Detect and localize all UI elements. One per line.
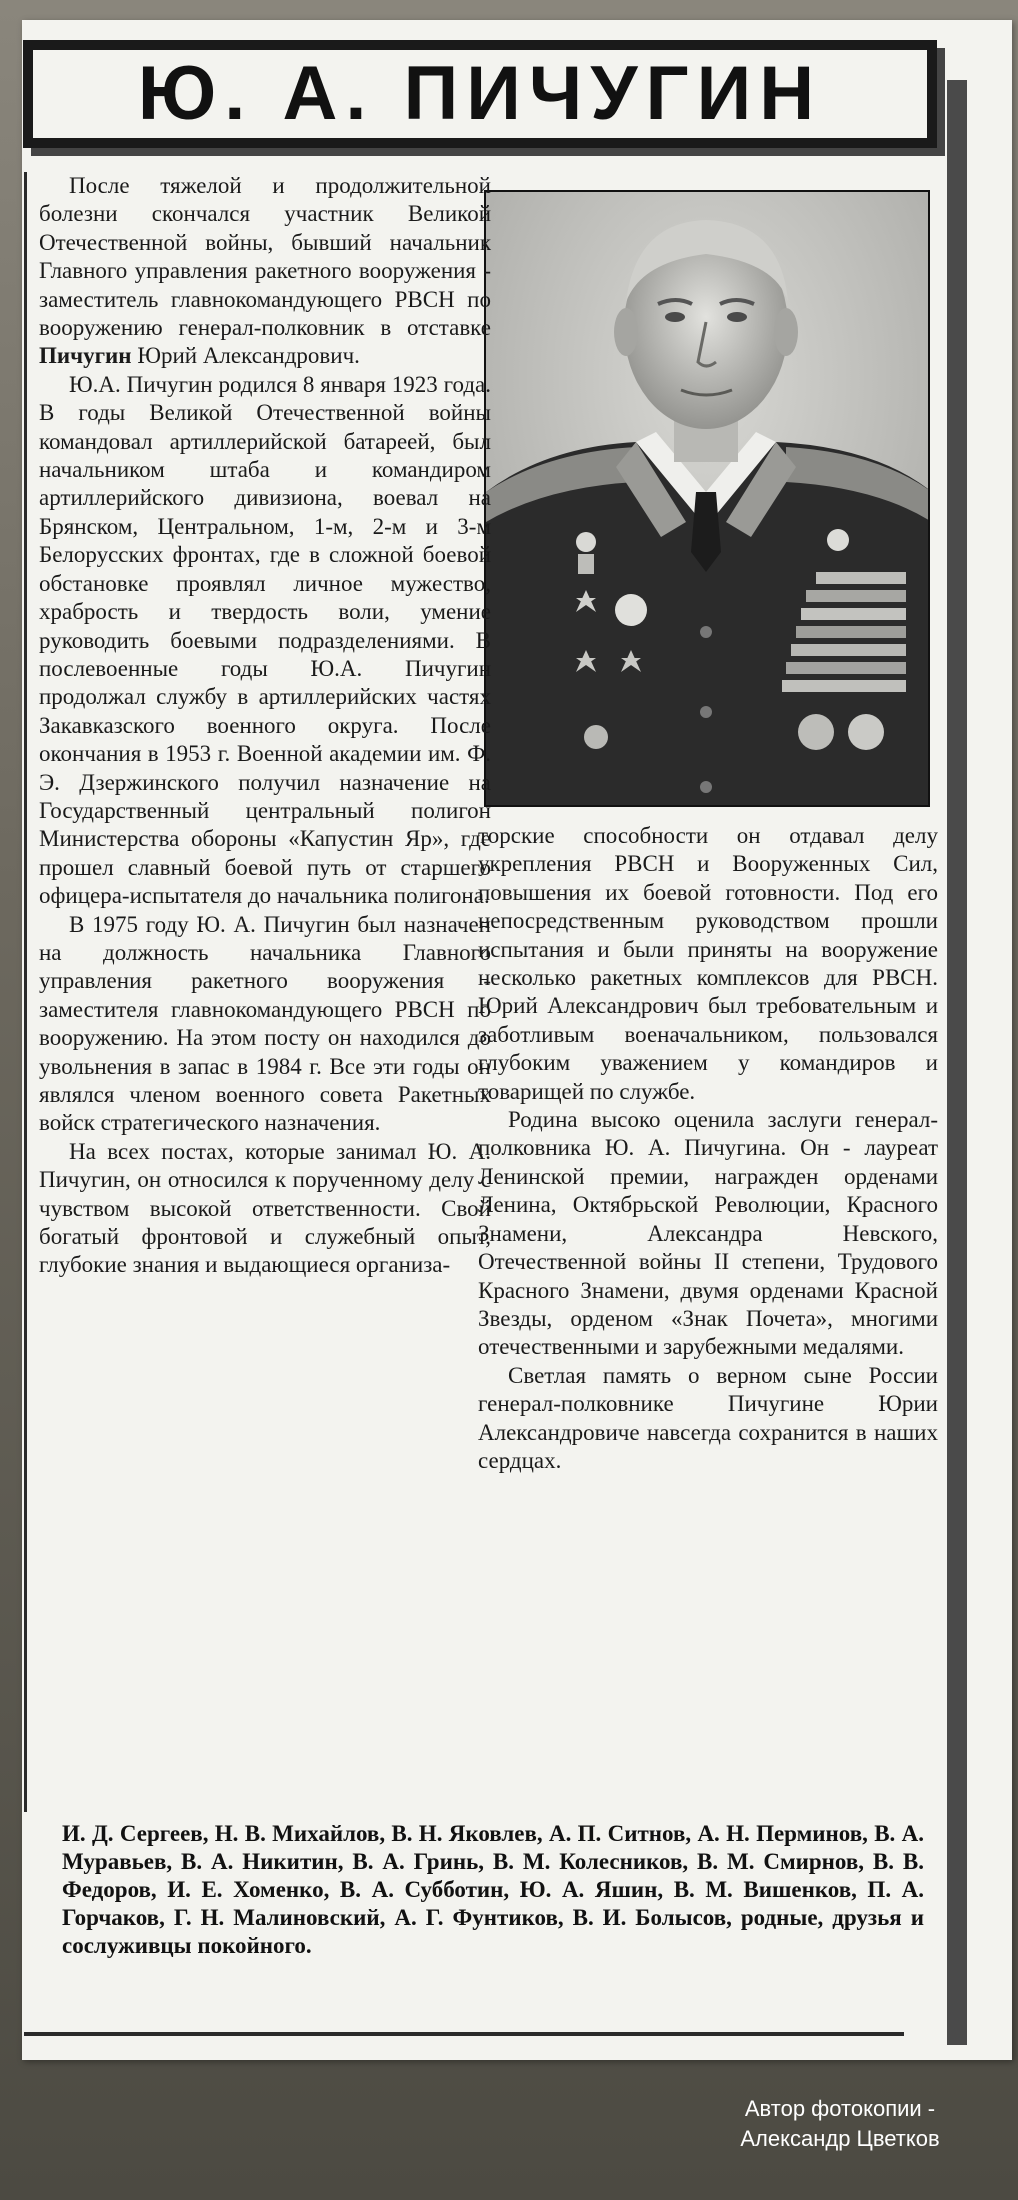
credit-line-1: Автор фотокопии - (744, 2096, 936, 2121)
headline-box (23, 40, 937, 148)
left-column (24, 172, 497, 1812)
intro-text: После тяжелой и продолжительной болезни скончался участник Великой Отечественной войны, бывший начальник Главного управления ракетного вооружения - заместитель главнокомандующего РВСН по вооружению генерал-полковник в отставке (39, 173, 491, 341)
awards-paragraph: Родина высоко оценила заслуги генерал-полковника Ю. А. Пичугина. Он - лауреат Ленинской премии, награжден орденами Ленина, Октябрьской Революции, Красного Знамени, Александра Невского, Отечественной войны II степени, Трудового Красного Знамени, двумя орденами Красной Звезды, орденом «Знак Почета», многими отечественными и зарубежными медалями. (478, 1107, 938, 1360)
portrait-illustration (486, 192, 930, 807)
intro-name: Юрий Александрович. (137, 343, 360, 369)
headline: Ю. А. ПИЧУГИН (137, 51, 823, 136)
continuation-paragraph: торские способности он отдавал делу укрепления РВСН и Вооруженных Сил, повышения их боевой готовности. Под его непосредственным руководством прошли испытания и были приняты на вооружение несколько ракетных комплексов для РВСН. Юрий Александрович был требовательным и заботливым военачальником, пользовался глубоким уважением у командиров и товарищей по службе. (478, 823, 938, 1104)
left-column-text (39, 172, 491, 1280)
obituary-intro (39, 172, 491, 371)
memorial-paragraph: Светлая память о верном сыне России генерал-полковнике Пичугине Юрии Александровиче навсегда сохранится в наших сердцах. (478, 1362, 938, 1473)
column-rule-right (947, 80, 967, 2045)
surname-bold: Пичугин (39, 343, 132, 369)
photocopy-credit (690, 2094, 990, 2154)
signatories-list: И. Д. Сергеев, Н. В. Михайлов, В. Н. Яковлев, А. П. Ситнов, А. Н. Перминов, В. А. Муравьев, В. А. Никитин, В. А. Гринь, В. М. Колесников, В. М. Смирнов, В. В. Федоров, И. Е. Хоменко, В. А. Субботин, Ю. А. Яшин, В. М. Вишенков, П. А. Горчаков, Г. Н. Малиновский, А. Г. Фунтиков, В. И. Болысов, родные, друзья и сослуживцы покойного. (62, 1821, 924, 1958)
right-column-text (478, 822, 938, 1802)
appointment-paragraph: В 1975 году Ю. А. Пичугин был назначен на должность начальника Главного управления ракетного вооружения - заместителя главнокомандующего РВСН по вооружению. На этом посту он находился до увольнения в запас в 1984 г. Все эти годы он являлся членом военного совета Ракетных войск стратегического назначения. (39, 911, 491, 1136)
biography-paragraph: Ю.А. Пичугин родился 8 января 1923 года. В годы Великой Отечественной войны командовал артиллерийской батареей, был начальником штаба и командиром артиллерийского дивизиона, воевал на Брянском, Центральном, 1-м, 2-м и 3-м Белорусских фронтах, где в сложной боевой обстановке проявлял личное мужество, храбрость и твердость воли, умение руководить боевыми подразделениями. В послевоенные годы Ю.А. Пичугин продолжал службу в артиллерийских частях Закавказского военного округа. После окончания в 1953 г. Военной академии им. Ф. Э. Дзержинского получил назначение на Государственный центральный полигон Министерства обороны «Капустин Яр», где прошел славный боевой путь от старшего офицера-испытателя до начальника полигона. (39, 371, 491, 909)
credit-line-2: Александр Цветков (740, 2126, 940, 2151)
service-paragraph: На всех постах, которые занимал Ю. А. Пичугин, он относился к порученному делу с чувством высокой ответственности. Свой богатый фронтовой и служебный опыт, глубокие знания и выдающиеся организа- (39, 1138, 491, 1278)
bottom-rule (24, 2032, 904, 2036)
portrait-photo (484, 190, 930, 807)
